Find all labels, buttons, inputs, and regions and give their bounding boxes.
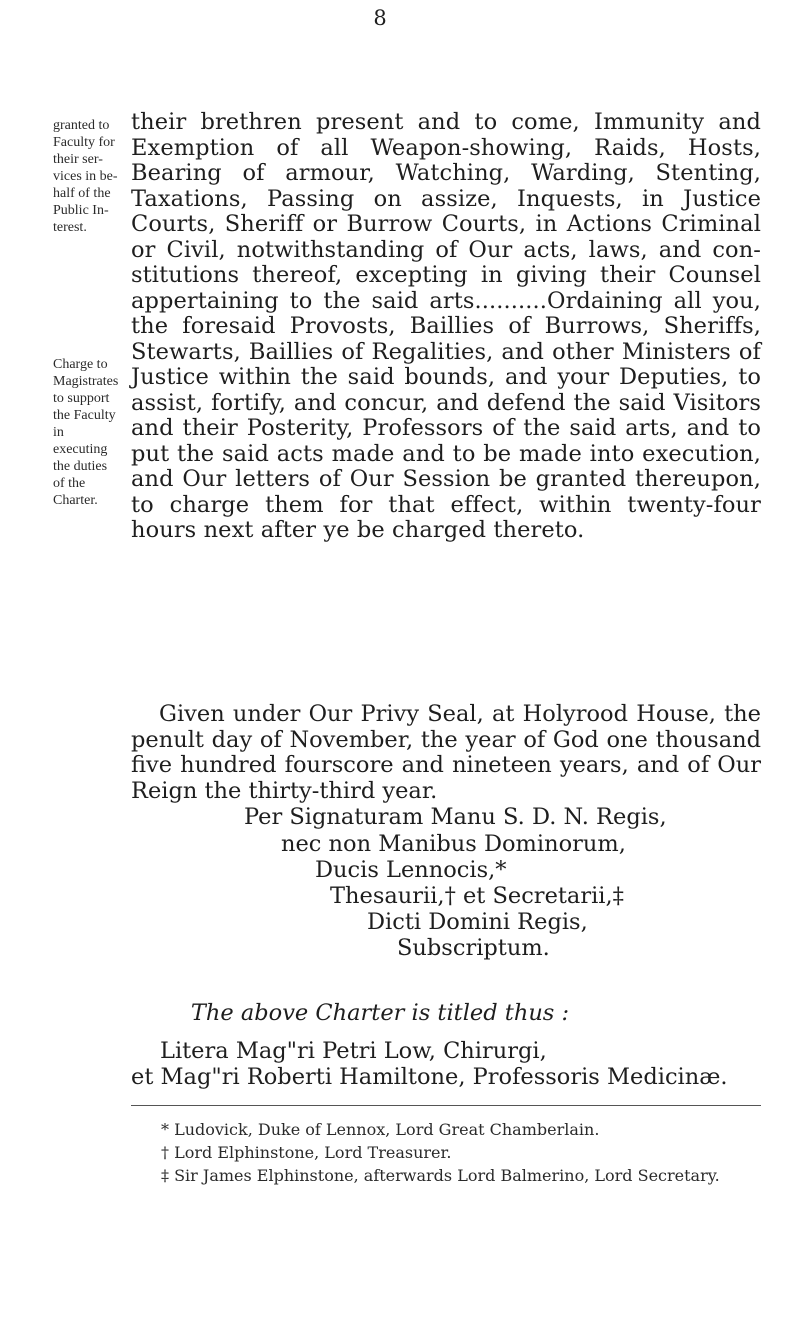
signature-line: Per Signaturam Manu S. D. N. Regis, <box>244 804 667 830</box>
signature-line: Dicti Domini Regis, <box>367 909 588 935</box>
given-under-seal <box>131 702 761 804</box>
charter-title-line: et Mag"ri Roberti Hamiltone, Professoris Medicinæ. <box>131 1064 728 1090</box>
footnote: † Lord Elphinstone, Lord Treasurer. <box>161 1143 452 1162</box>
signature-line: Ducis Lennocis,* <box>315 857 507 883</box>
footnote: * Ludovick, Duke of Lennox, Lord Great Chamberlain. <box>161 1120 600 1139</box>
given-paragraph: Given under Our Privy Seal, at Holyrood House, the penult day of November, the year of God one thousand five hundred fourscore and nineteen years, and of Our Reign the thirty-third year. <box>131 701 761 804</box>
signature-line: Subscriptum. <box>397 935 550 961</box>
signature-line: Thesaurii,† et Secretarii,‡ <box>330 883 624 909</box>
margin-note-magistrates: Charge to Magistrates to support the Faculty in executing the duties of the Charter. <box>53 357 119 508</box>
footnote: ‡ Sir James Elphinstone, afterwards Lord Balmerino, Lord Secretary. <box>161 1166 720 1185</box>
body-paragraph: their brethren present and to come, Immunity and Exemption of all Weapon-showing, Raids, Hosts, Bearing of armour, Watching, Warding, Stenting, Taxations, Passing on assize, Inquests, in Justice Courts, Sheriff or Burrow Courts, in Actions Criminal or Civil, notwithstanding of Our acts, laws, and con- stitutions thereof, excepting in giving their Counsel appertaining to the said arts..........Ordaining all you, the foresaid Provosts, Baillies of Burrows, Sheriffs, Stewarts, Baillies of Regalities, and other Ministers of Justice within the said bounds, and your Deputies, to assist, fortify, and concur, and defend the said Visitors and their Posterity, Professors of the said arts, and to put the said acts made and to be made into execution, and Our letters of Our Session be granted thereupon, to charge them for that effect, within twenty-four hours next after ye be charged thereto. <box>131 109 761 543</box>
charter-body <box>131 110 761 544</box>
charter-title-line: Litera Mag"ri Petri Low, Chirurgi, <box>160 1038 547 1064</box>
page-number: 8 <box>373 6 387 30</box>
signature-line: nec non Manibus Dominorum, <box>281 831 626 857</box>
charter-title-heading: The above Charter is titled thus : <box>190 1000 570 1026</box>
footnote-divider <box>131 1105 761 1106</box>
margin-note-faculty: granted to Faculty for their ser- vices in be- half of the Public In- terest. <box>53 118 118 235</box>
